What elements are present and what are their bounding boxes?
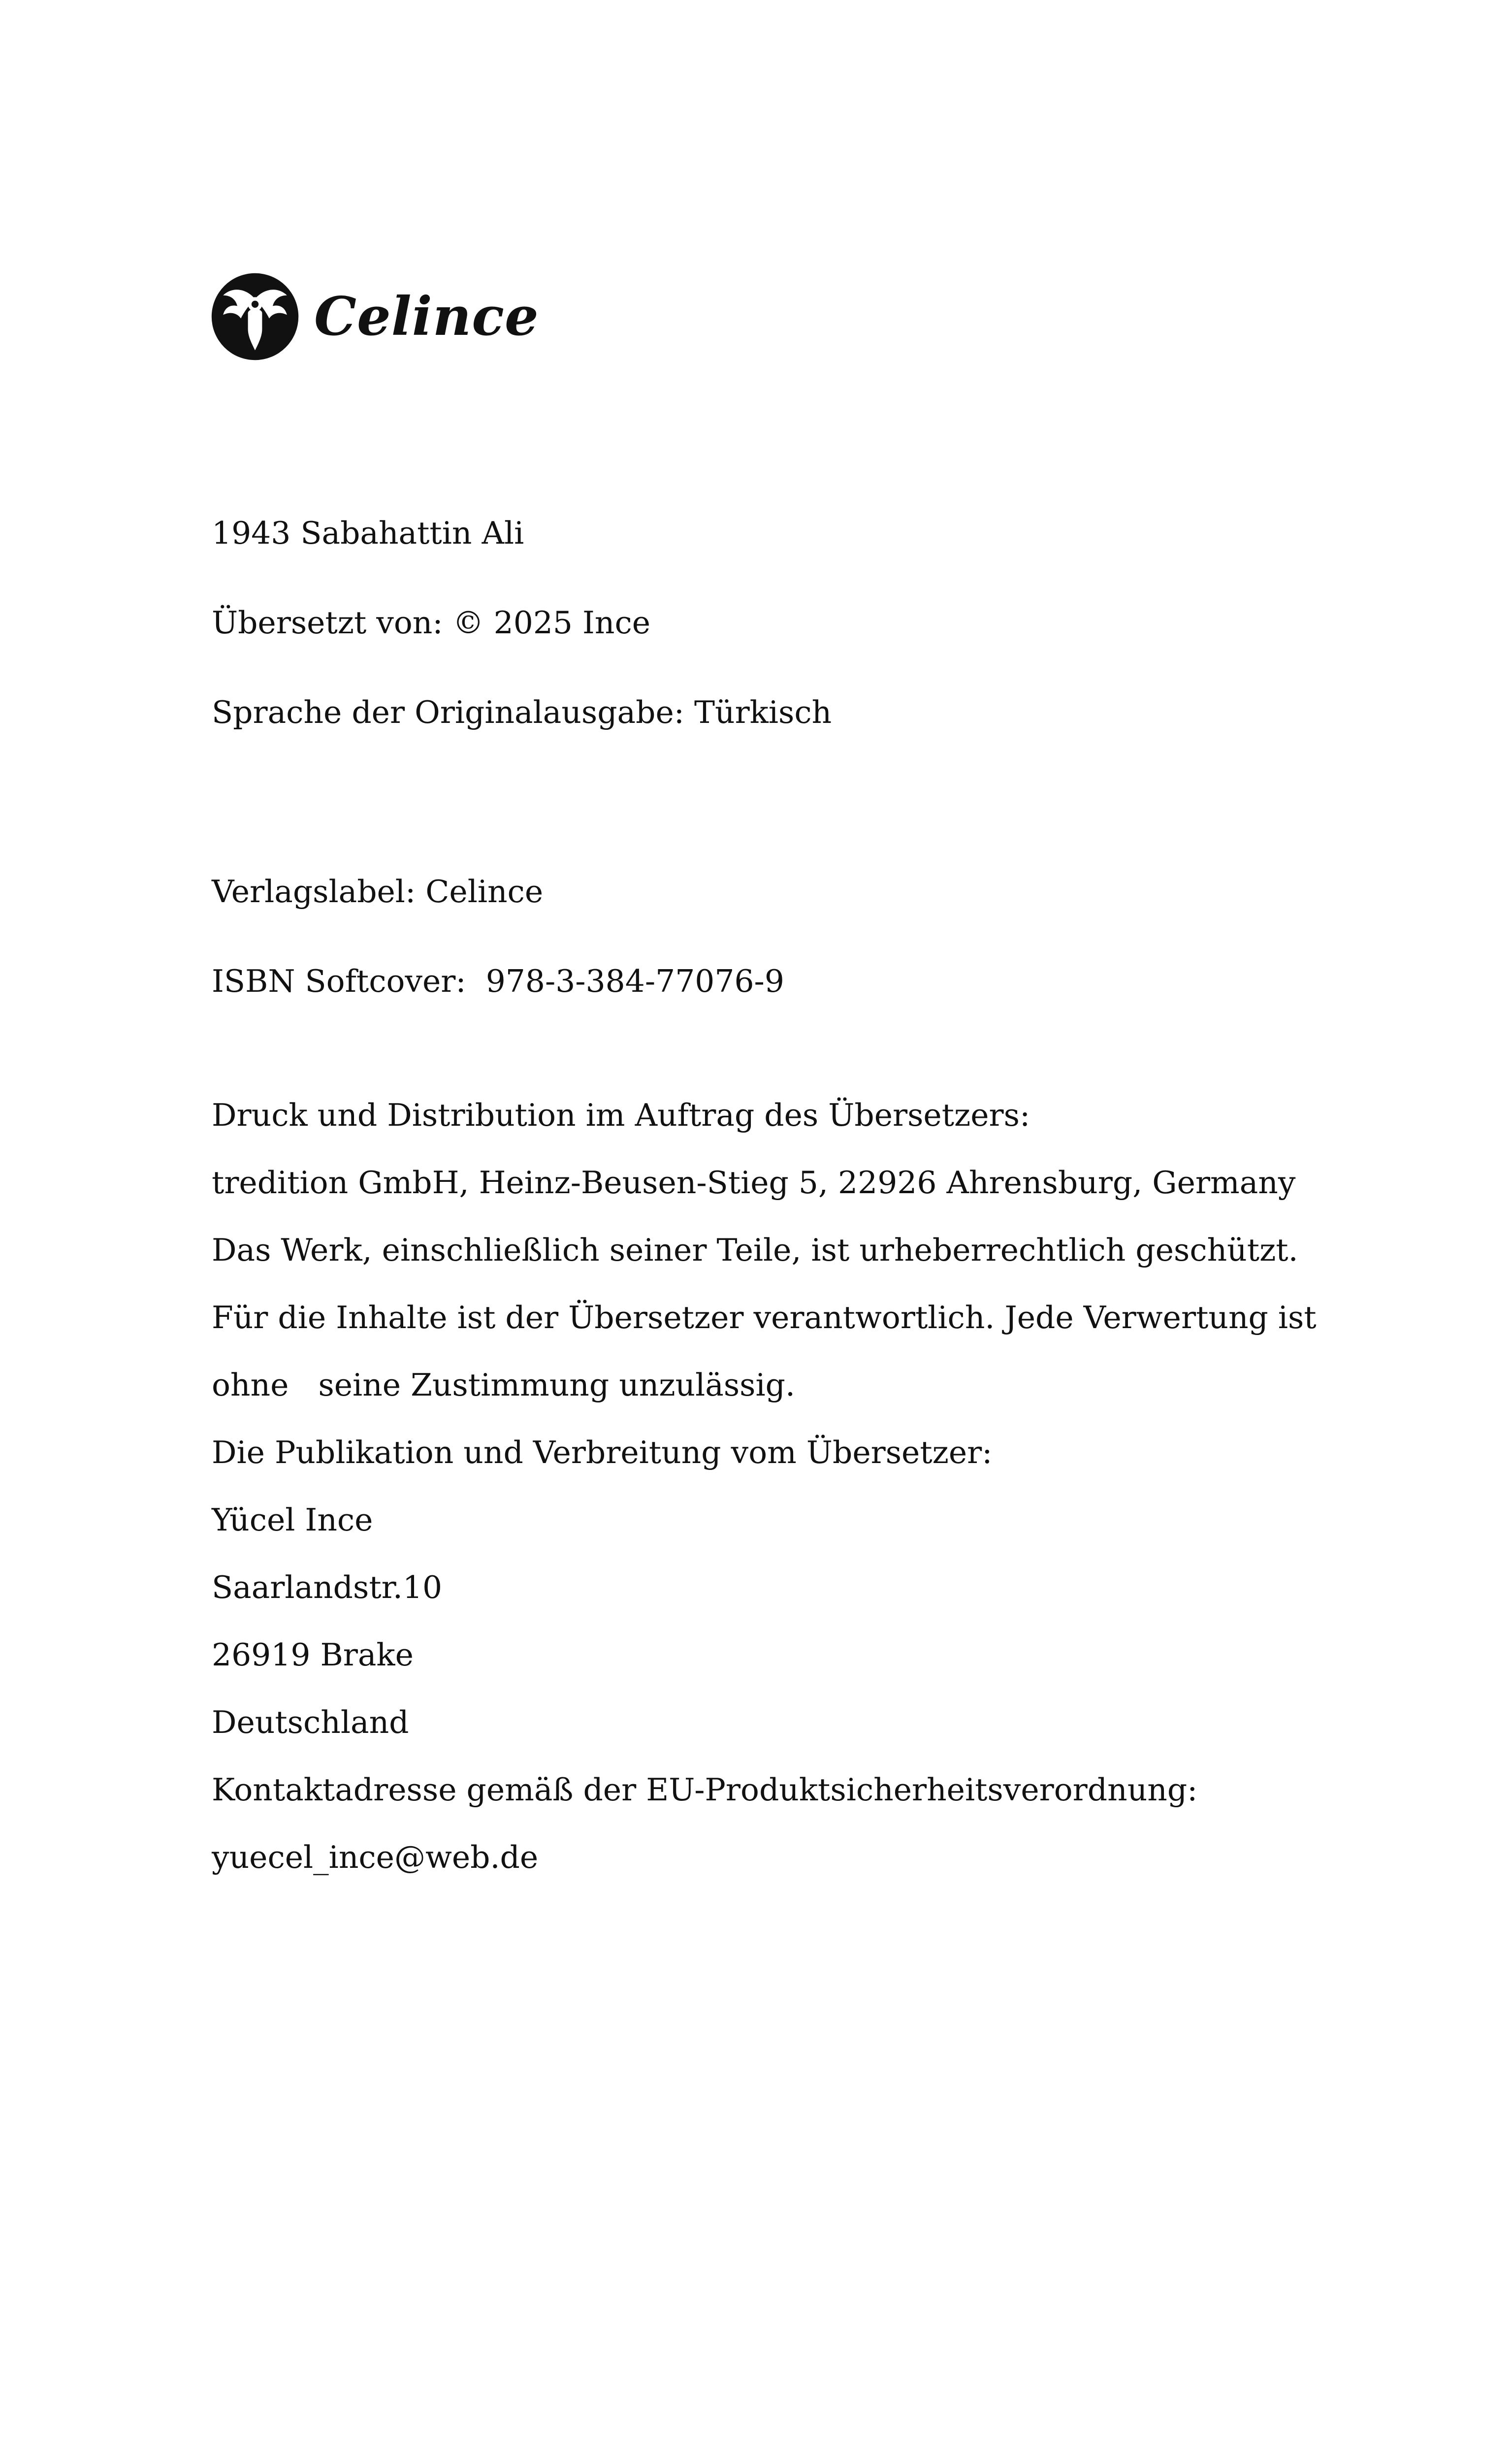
country-line: Deutschland <box>212 1704 409 1740</box>
translator-name-line: Yücel Ince <box>212 1502 373 1538</box>
publisher-label-line: Verlagslabel: Celince <box>212 874 544 910</box>
postal-city-line: 26919 Brake <box>212 1637 414 1673</box>
street-address-line: Saarlandstr.10 <box>212 1569 443 1605</box>
contact-email-line: yuecel_ince@web.de <box>212 1839 539 1875</box>
imprint-line: Das Werk, einschließlich seiner Teile, ist urheberrechtlich geschützt. <box>212 1232 1298 1268</box>
winged-figure-emblem-icon <box>211 272 299 361</box>
imprint-line: Die Publikation und Verbreitung vom Übersetzer: <box>212 1434 993 1470</box>
imprint-line: ohne seine Zustimmung unzulässig. <box>212 1367 796 1403</box>
imprint-line: tredition GmbH, Heinz-Beusen-Stieg 5, 22926 Ahrensburg, Germany <box>212 1165 1296 1201</box>
isbn-line: ISBN Softcover: 978-3-384-77076-9 <box>212 963 784 999</box>
publisher-logo <box>211 270 539 363</box>
contact-heading-line: Kontaktadresse gemäß der EU-Produktsicherheitsverordnung: <box>212 1772 1198 1808</box>
imprint-line: Druck und Distribution im Auftrag des Übersetzers: <box>212 1097 1030 1133</box>
imprint-line: Für die Inhalte ist der Übersetzer verantwortlich. Jede Verwertung ist <box>212 1300 1317 1336</box>
author-line: 1943 Sabahattin Ali <box>212 515 524 551</box>
translator-line: Übersetzt von: © 2025 Ince <box>212 605 651 641</box>
publisher-logo-text: Celince <box>314 286 539 348</box>
original-language-line: Sprache der Originalausgabe: Türkisch <box>212 694 832 730</box>
